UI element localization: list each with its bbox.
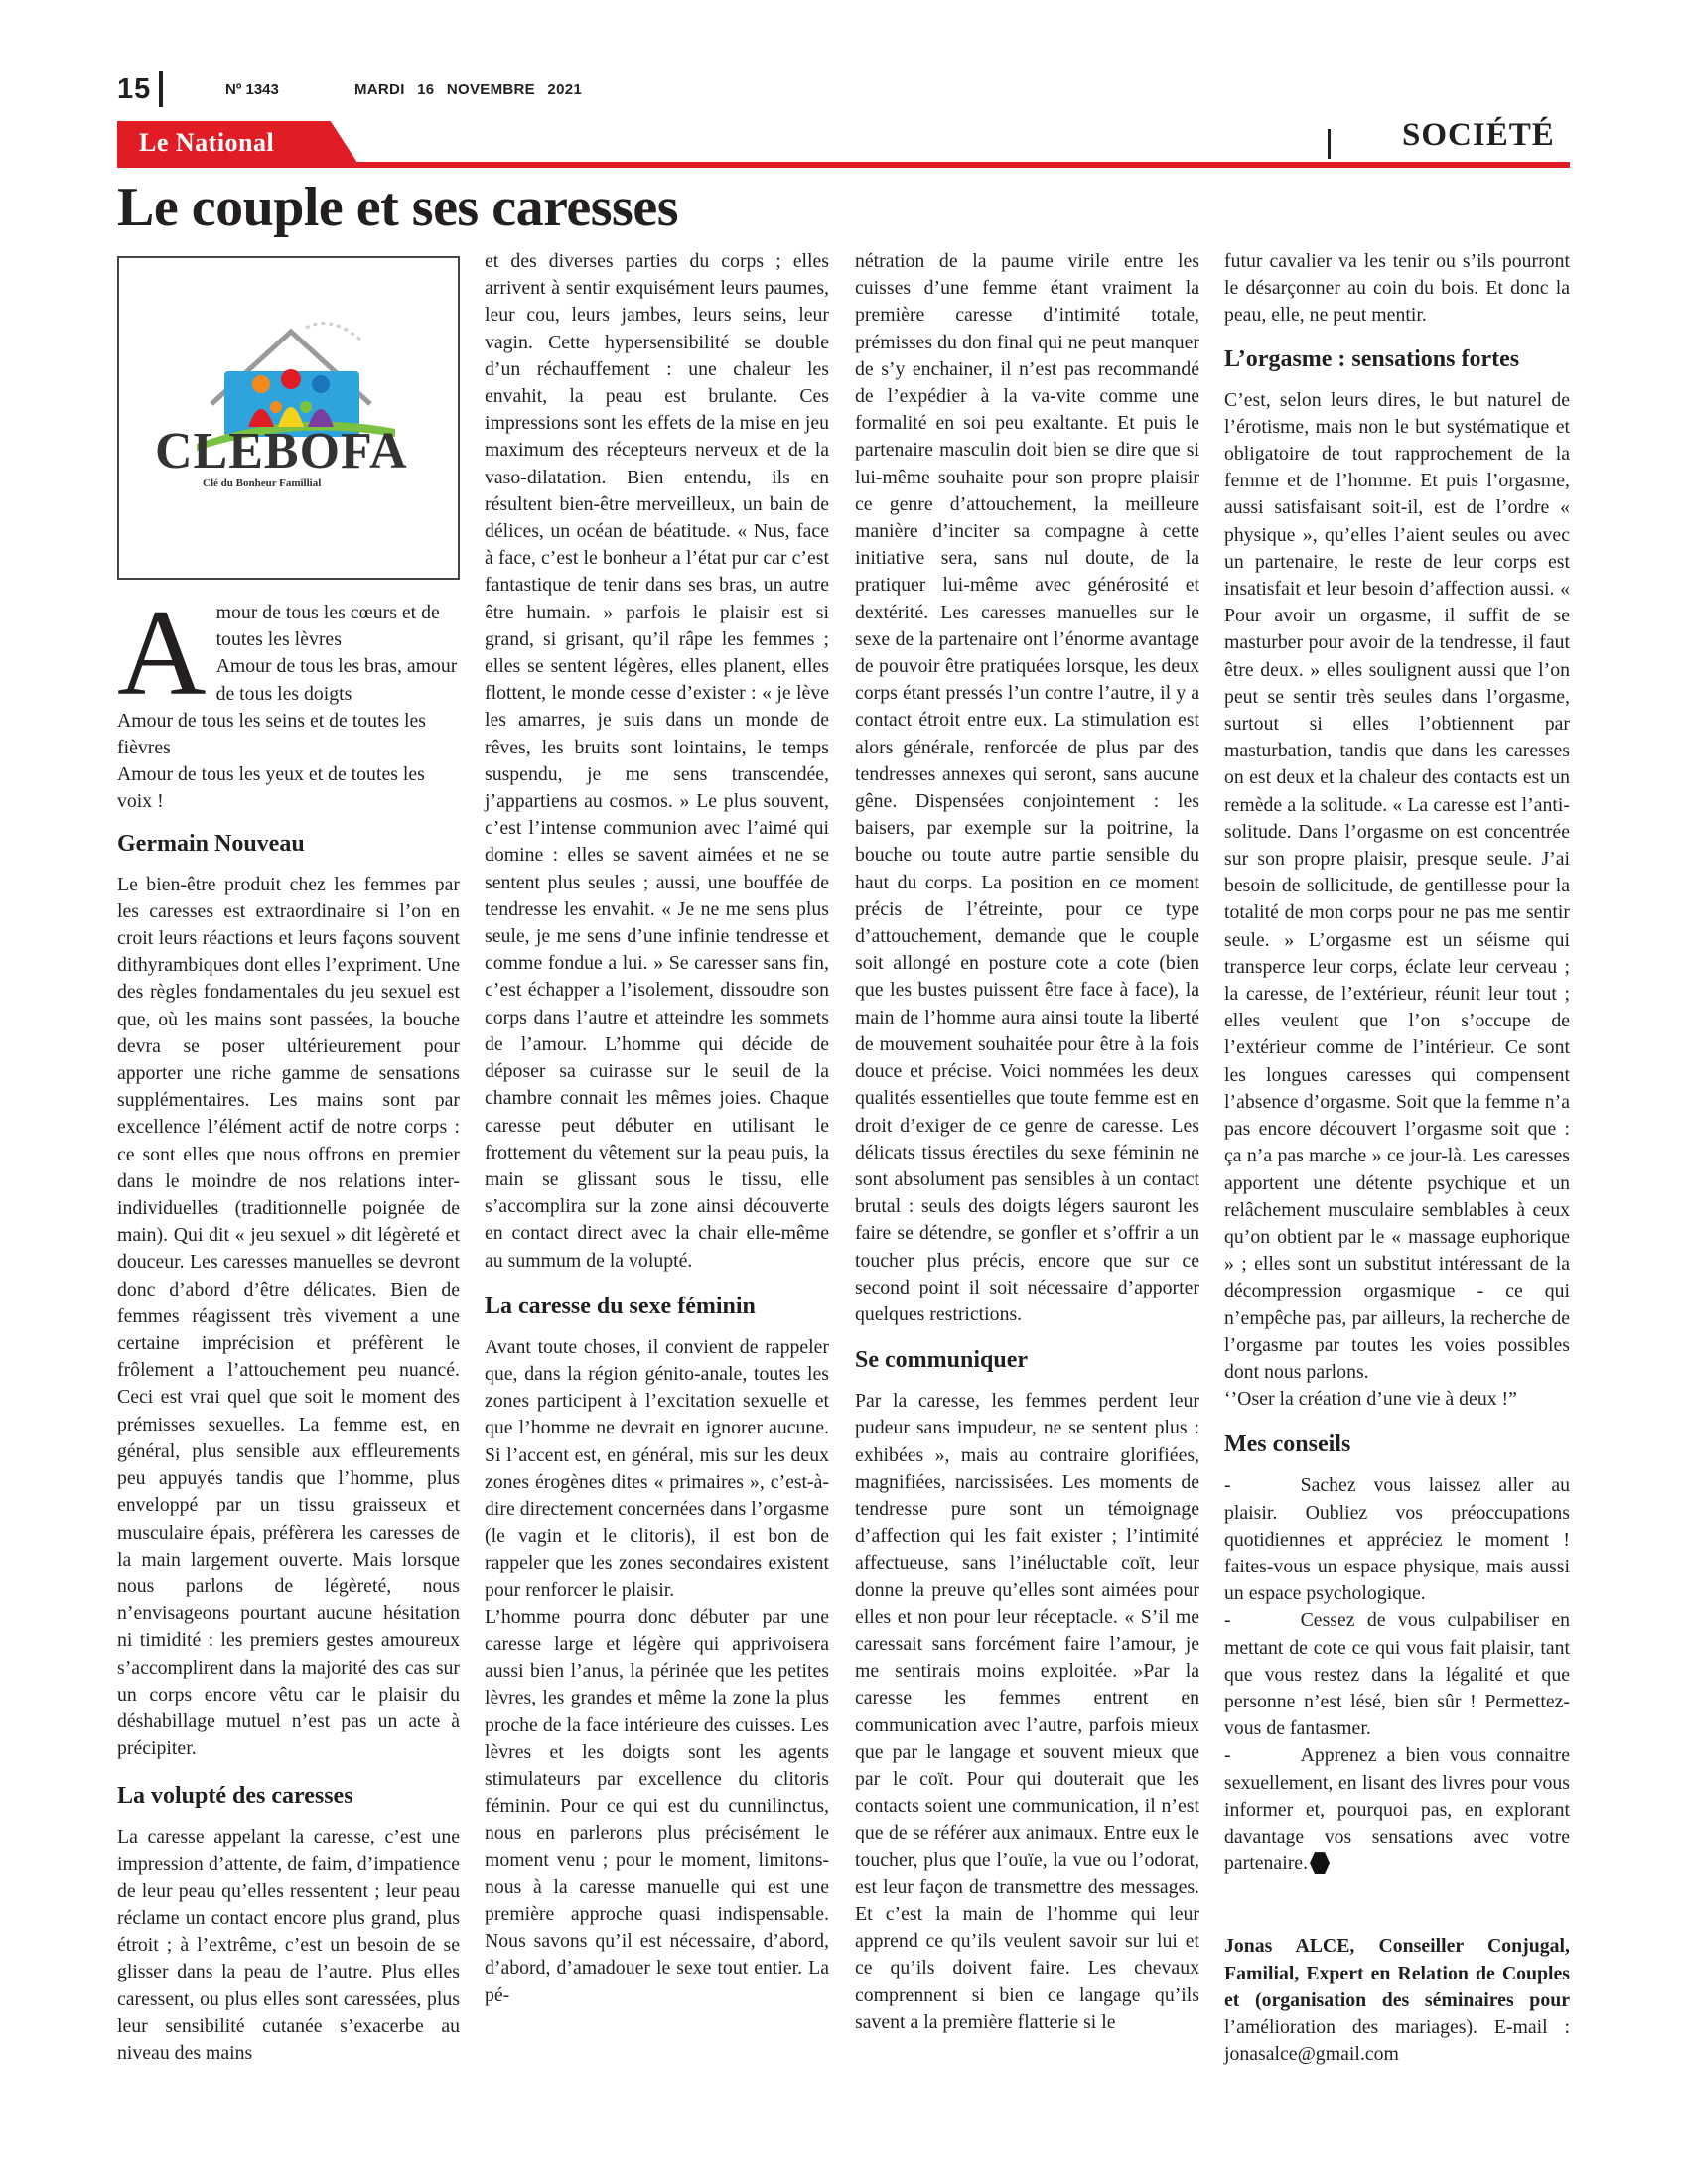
section-name: SOCIÉTÉ — [1402, 117, 1555, 153]
logo-wordmark: CLEBOFA — [155, 423, 408, 479]
column-3 — [855, 248, 1199, 2036]
end-mark-icon — [1310, 1852, 1330, 1874]
poem-line: Amour de tous les seins et de toutes les fièvres — [117, 709, 426, 759]
column-4 — [1224, 248, 1570, 2068]
poem-line: Amour de tous les yeux et de toutes les voix ! — [117, 763, 425, 813]
subheading-orgasme: L’orgasme : sensations fortes — [1224, 345, 1520, 372]
body-paragraph: C’est, selon leurs dires, le but naturel de l’érotisme, mais non le but systématique et obligatoire de tout rapprochement de la femme et de l’homme. Et puis l’orgasme, aussi satisfaisant soit-il, est de l’ordre « physique », qu’elles l’aient seules ou avec un partenaire, le reste de leur corps est insatisfait et leur besoin d’affection aussi. « Pour avoir un orgasme, il suffit de se masturber pour avoir de la tendresse, il faut être deux. » elles soulignent aussi que l’on peut se sentir très seules dans l’orgasme, surtout si elles l’obtiennent par masturbation, tandis que dans les caresses on est deux et la chaleur des contacts est un remède a la solitude. « La caresse est l’anti-solitude. Dans l’orgasme on est concentrée sur son propre plaisir, presque seule. J’ai besoin de sollicitude, de gentillesse pour la totalité de mon corps pour ne pas me sentir seule. » L’orgasme est un séisme qui transperce leur corps, éclate leur cerveau ; la caresse, de l’extérieur, réunit leur tout ; elles veulent que l’on s’occupe de l’extérieur comme de l’intérieur. Ce sont les longues caresses qui compensent l’absence d’orgasme. Soit que la femme n’a pas encore découvert l’orgasme soit que : ça n’a pas marche » ce jour-là. Les caresses apportent une détente psychique et un relâchement musculaire semblables à ceux qu’on obtient par le « massage euphorique » ; elles sont un substitut intéressant de la décompression orgasmique - ce qui n’empêche pas, par ailleurs, la recherche de l’orgasme par toutes les voies possibles dont nous parlons. — [1224, 388, 1570, 1383]
section-divider — [1328, 129, 1331, 159]
page-header — [117, 69, 163, 109]
body-paragraph: Avant toute choses, il convient de rappeler que, dans la région génito-anale, toutes les zones participent à l’excitation sexuelle et que l’homme ne devrait en ignorer aucune. Si l’accent est, en général, mis sur les deux zones érogènes dites « primaires », c’est-à-dire directement concernées dans l’orgasme (le vagin et le clitoris), il est bon de rappeler que les zones secondaires existent pour renforcer le plaisir. — [485, 1335, 829, 1601]
body-paragraph: Le bien-être produit chez les femmes par les caresses est extraordinaire si l’on en croit leurs réactions et leurs façons souvent dithyrambiques dont elles l’expriment. Une des règles fondamentales du jeu sexuel est que, où les mains sont passées, la bouche devra se poser ultérieurement pour apporter une riche gamme de sensations supplémentaires. Les mains sont par excellence l’élément actif de notre corps : ce sont elles que nous offrons en premier dans le moindre de nos relations inter-individuelles (traditionnelle poignée de main). Qui dit « jeu sexuel » dit légèreté et douceur. Les caresses manuelles se devront donc d’abord d’être délicates. Bien de femmes réagissent très vivement a une certaine imprécision et préfèrent le frôlement a l’attouchement peu nuancé. Ceci est vrai quel que soit le moment des prémisses sexuelles. La femme est, en général, plus sensible aux effleurements peu appuyés tandis que l’homme, plus enveloppé par un tissu graisseux et musculaire épais, préfèrera les caresses de la main largement ouverte. Mais lorsque nous parlons de légèreté, nous n’envisageons pourtant aucune hésitation ni timidité : les premiers gestes amoureux s’accomplirent dans la majorité des cas sur un corps encore vêtu car le plaisir du déshabillage mutuel n’est pas un acte à précipiter. — [117, 873, 460, 1760]
article-headline: Le couple et ses caresses — [117, 177, 678, 238]
subheading-conseils: Mes conseils — [1224, 1432, 1351, 1458]
drop-cap: A — [117, 585, 207, 721]
brand-name: Le National — [139, 128, 275, 157]
page-number: 15 — [117, 72, 152, 105]
header-rule — [117, 162, 1570, 168]
author-signature: Jonas ALCE, Conseiller Conjugal, Familial, Expert en Relation de Couples et (organisation des séminaires pour l’amélioration des mariages). E-mail : jonasalce@gmail.com — [1224, 1935, 1570, 2066]
poem-line: Amour de tous les bras, amour de tous les doigts — [215, 655, 458, 705]
issue-number: Nº 1343 — [225, 81, 279, 98]
subheading-communiquer: Se communiquer — [855, 1347, 1028, 1374]
advice-item: - Cessez de vous culpabiliser en mettant de cote ce qui vous fait plaisir, tant que vous restez dans la légalité et que personne n’est lésé, bien sûr ! Permettez-vous de fantasmer. — [1224, 1609, 1570, 1740]
body-paragraph: nétration de la paume virile entre les cuisses d’une femme étant vraiment la première caresse d’intimité totale, prémisses du don final qui ne peut manquer de s’y enchainer, il n’est pas recommandé de l’expédier à la va-vite comme une formalité en soi peu exaltante. Et puis le partenaire masculin doit bien se dire que si lui-même souhaite pour son propre plaisir ce genre d’attouchement, la meilleure manière d’inciter sa compagne à cette initiative sera, sans nul doute, de la pratiquer lui-même avec générosité et dextérité. Les caresses manuelles sur le sexe de la partenaire ont l’énorme avantage de pouvoir être pratiquées lorsque, les deux corps étant pressés l’un contre l’autre, il y a contact étroit entre eux. La stimulation est alors générale, renforcée de plus par des tendresses annexes qui seront, sans aucune gêne. Dispensées conjointement : les baisers, par exemple sur la poitrine, la bouche ou toute autre partie sensible du haut du corps. La position en ce moment précis de l’étreinte, pour ce type d’attouchement, demande que le couple soit allongé en posture cote a cote (bien que les bustes puissent être face à face), la main de l’homme aura ainsi toute la liberté de mouvement souhaitée pour être à la fois douce et précise. Voici nommées les deux qualités essentielles que toute femme est en droit d’exiger de ce genre de caresse. Les délicats tissus érectiles du sexe féminin ne sont absolument pas sensibles à un contact brutal : seuls des doigts légers sauront les faire se détendre, se gonfler et s’offrir a un toucher plus précis, encore que sur ce second point il soit nécessaire d’apporter quelques restrictions. — [855, 250, 1199, 1325]
column-2 — [485, 248, 829, 2009]
body-paragraph: futur cavalier va les tenir ou s’ils pourront le désarçonner au coin du bois. Et donc la peau, elle, ne peut mentir. — [1224, 250, 1570, 327]
body-paragraph: La caresse appelant la caresse, c’est une impression d’attente, de faim, d’impatience de leur peau qu’elles ressentent ; leur peau réclame un contact encore plus grand, plus étroit ; à l’extrême, c’est un besoin de se glisser dans la peau de l’autre. Plus elles caressent, ou plus elles sont caressées, plus leur sensibilité cutanée s’exacerbe au niveau des mains — [117, 1826, 460, 2064]
subheading-sexe-feminin: La caresse du sexe féminin — [485, 1293, 756, 1319]
issue-date: MARDI 16 NOVEMBRE 2021 — [354, 81, 582, 98]
body-paragraph: Par la caresse, les femmes perdent leur pudeur sans impudeur, ne se sentent plus : exhibées », mais au contraire glorifiées, magnifiées, narcissisées. Les moments de tendresse pure sont un témoignage d’affection qui les fait exister ; l’intimité affectueuse, sans l’inéluctable coït, leur donne la preuve qu’elles sont aimées pour elles et non pour leur réceptacle. « S’il me caressait sans forcément faire l’amour, je me sentirais moins exploitée. »Par la caresse les femmes entrent en communication avec l’autre, parfois mieux que par le langage et souvent mieux que par le coït. Pour qui douterait que les contacts soient une communication, il n’est que de se référer aux animaux. Entre eux le toucher, plus que l’ouïe, la vue ou l’odorat, est leur façon de transmettre des messages. Et c’est la main de l’homme qui leur apprend ce qu’ils veulent savoir sur lui et ce qu’ils doivent faire. Les chevaux comprennent si bien ce langage qu’ils savent a la première flatterie si le — [855, 1390, 1199, 2033]
page-number-divider — [159, 71, 163, 107]
advice-item: - Apprenez a bien vous connaitre sexuellement, en lisant des livres pour vous informer et, pourquoi pas, en explorant davantage vos sensations avec votre partenaire. — [1224, 1744, 1570, 1875]
column-1 — [117, 585, 460, 2067]
logo-tagline: Clé du Bonheur Famillial — [203, 478, 322, 489]
body-paragraph: L’homme pourra donc débuter par une caresse large et légère qui apprivoisera aussi bien l’anus, la périnée que les petites lèvres, les grandes et même la zone la plus proche de la face intérieure des cuisses. Les lèvres et les doigts sont les agents stimulateurs par excellence du clitoris féminin. Pour ce qui est du cunnilinctus, nous en parlerons plus précisément le moment venu ; pour le moment, limitons-nous à la caresse manuelle qui est une première approche quasi indispensable. Nous savons qu’il est nécessaire, d’abord, d’abord, d’amadouer le sexe tout entier. La pé- — [485, 1605, 829, 2006]
poem-line: mour de tous les cœurs et de toutes les lèvres — [215, 602, 440, 651]
poem-epigraph — [117, 585, 460, 816]
pull-quote: ‘’Oser la création d’une vie à deux !” — [1224, 1388, 1517, 1411]
advice-item: - Sachez vous laissez aller au plaisir. Oubliez vos préoccupations quotidiennes et appréciez le moment ! faites-vous un espace physique, mais aussi un espace psychologique. — [1224, 1474, 1570, 1605]
body-paragraph: et des diverses parties du corps ; elles arrivent à sentir exquisément leurs paumes, leur cou, leurs jambes, leurs seins, leur vagin. Cette hypersensibilité se double d’un réchauffement : une chaleur les envahit, la peau est brulante. Ces impressions sont les effets de la mise en jeu maximum des récepteurs nerveux et de la vaso-dilatation. Bien entendu, ils en résultent bien-être merveilleux, un bain de délices, un océan de béatitude. « Nus, face à face, c’est le bonheur a l’état pur car c’est fantastique de tenir dans ses bras, un autre être humain. » parfois le plaisir est si grand, si grisant, qu’il râpe les femmes ; elles se sentent légères, elles planent, elles flottent, le monde cesse d’exister : « je lève les amarres, je suis dans un monde de rêves, les bruits sont lointains, le temps suspendu, je me sens transcendée, j’appartiens au cosmos. » Le plus souvent, c’est l’intense communion avec l’aimé qui domine : elles se savent aimées et ne se sentent plus seules ; aussi, une bouffée de tendresse les envahit. « Je ne me sens plus seule, je me sens d’une infinie tendresse et comme fondue a lui. » Se caresser sans fin, c’est échapper a l’isolement, dissoudre son corps dans l’autre et atteindre les sommets de l’amour. L’homme qui décide de déposer sa cuirasse sur le seuil de la chambre connait les mêmes joies. Chaque caresse peut débuter en utilisant le frottement du vêtement sur la peau puis, la main se glissant sous le tissu, elle s’accomplira sur la zone ainsi découverte en contact direct avec la chair elle-même au summum de la volupté. — [485, 250, 829, 1272]
author-heading: Germain Nouveau — [117, 830, 305, 857]
subheading-volupte: La volupté des caresses — [117, 1783, 353, 1810]
clebofa-logo-box — [117, 256, 460, 580]
